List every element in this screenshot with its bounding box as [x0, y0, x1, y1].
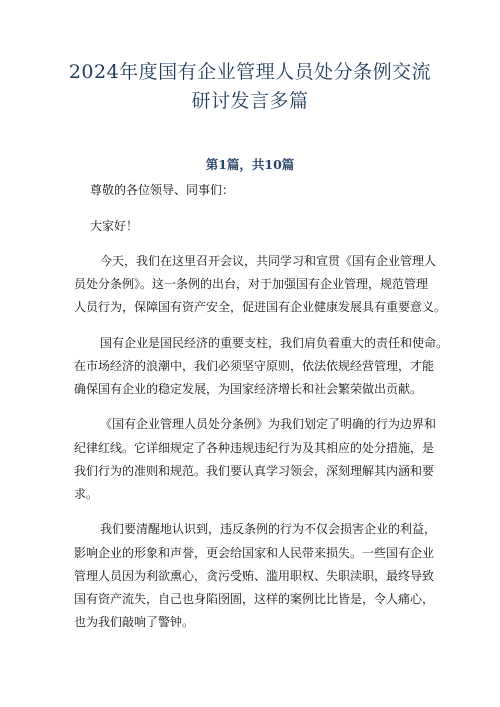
paragraph-4-line-3: 管理人员因为利欲熏心，贪污受贿、滥用职权、失职渎职，最终导致: [74, 569, 435, 583]
paragraph-2-line-2: 在市场经济的浪潮中，我们必须坚守原则，依法依规经营管理，才能: [74, 359, 435, 373]
paragraph-2-line-3: 确保国有企业的稳定发展，为国家经济增长和社会繁荣做出贡献。: [74, 382, 423, 396]
paragraph-1-line-1: 今天，我们在这里召开会议，共同学习和宣贯《国有企业管理人: [100, 254, 437, 268]
paragraph-4-line-4: 国有资产流失，自己也身陷囹圄，这样的案例比比皆是，令人痛心，: [74, 592, 435, 606]
paragraph-1-line-3: 人员行为，保障国有资产安全，促进国有企业健康发展具有重要意义。: [74, 300, 447, 314]
paragraph-3-line-3: 我们行为的准则和规范。我们要认真学习领会，深刻理解其内涵和要: [74, 464, 435, 478]
title-line-1: 2024年度国有企业管理人员处分条例交流: [68, 61, 432, 83]
paragraph-4-line-1: 我们要清醒地认识到，违反条例的行为不仅会损害企业的利益，: [100, 522, 437, 536]
paragraph-3-line-1: 《国有企业管理人员处分条例》为我们划定了明确的行为边界和: [100, 417, 437, 431]
section-subtitle: 第1篇，共10篇: [205, 157, 295, 172]
greeting-line: 大家好！: [90, 219, 139, 233]
paragraph-3-line-4: 求。: [74, 487, 99, 501]
paragraph-4-line-2: 影响企业的形象和声誉，更会给国家和人民带来损失。一些国有企业: [74, 546, 435, 560]
title-line-2: 研讨发言多篇: [191, 90, 309, 112]
paragraph-4-line-5: 也为我们敲响了警钟。: [74, 615, 195, 629]
document-title: [40, 58, 460, 116]
paragraph-3-line-2: 纪律红线。它详细规定了各种违规违纪行为及其相应的处分措施，是: [74, 441, 435, 455]
salutation-line: 尊敬的各位领导、同事们：: [90, 183, 235, 197]
paragraph-1-line-2: 员处分条例》。这一条例的出台，对于加强国有企业管理，规范管理: [74, 277, 429, 291]
paragraph-2-line-1: 国有企业是国民经济的重要支柱，我们肩负着重大的责任和使命。: [100, 336, 449, 350]
